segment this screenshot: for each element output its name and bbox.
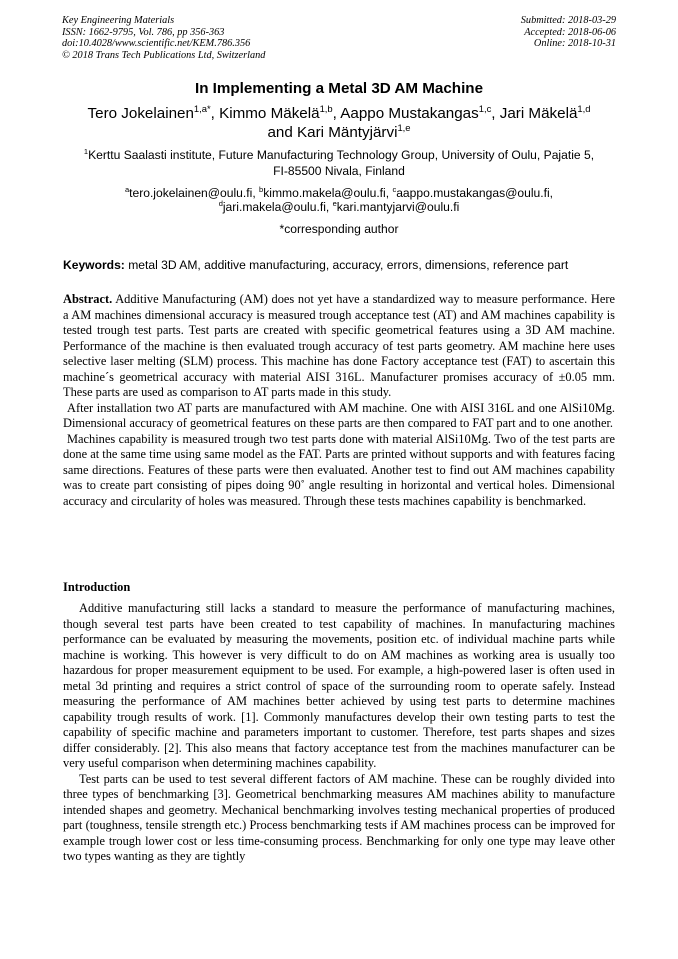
affiliation-mark: 1: [83, 146, 89, 156]
journal-name: Key Engineering Materials: [62, 15, 175, 26]
abstract-paragraph: After installation two AT parts are manufactured with AM machine. One with AISI 316L and one AlSi10Mg. Dimensional accuracy of geometrical features on these parts are then compared to FAT part and to one another.: [63, 400, 615, 430]
author-list: [40, 104, 638, 142]
accepted-date: Accepted: 2018-06-06: [524, 26, 616, 38]
author-affiliation-mark: 1,c: [478, 102, 492, 114]
introduction-paragraph: Additive manufacturing still lacks a standard to measure the performance of manufacturing machines, though several test parts have been created to test capability of machines. In manufacturing machines performance can be evaluated by measuring the movements, position etc. of individual machine parts while machine is working. This however is very difficult to do on AM machines as working area is usually too hazardous for proper measurement equipment to be used. For example, a high-powered laser is often used in metal 3d printing and requires a strict control of space of the surrounding room to operate safely. Instead measuring the performance of AM machines better achieved by using test parts to determine machines capability trough results of work. [1]. Commonly manufactures develop their own testing parts to test the capability of specific machine and parameters important to customer. Therefore, test parts shapes and sizes differ considerably. [2]. This also means that factory acceptance test from the machines manufacturer can be very useful comparison when determining machines capability.: [63, 601, 615, 770]
abstract: [63, 292, 615, 509]
journal-copyright: © 2018 Trans Tech Publications Ltd, Switzerland: [62, 49, 266, 61]
email-mark: e: [332, 198, 337, 208]
author-name: Kari Mäntyjärvi: [297, 124, 398, 141]
email-address: aappo.mustakangas@oulu.fi,: [396, 186, 554, 200]
email-mark: a: [124, 184, 130, 194]
keywords: [63, 258, 616, 272]
keywords-label: Keywords:: [63, 258, 125, 272]
abstract-paragraph: Machines capability is measured trough two test parts done with material AlSi10Mg. Two of the test parts are done at the same time using same model as the FAT. Parts are printed without supports and with features facing same directions. Features of these parts were then evaluated. Another test to find out AM machines capability was to create part consisting of pipes doing 90˚ angle resulting in horizontal and vertical holes. Dimensional accuracy and circularity of holes was measured. Through these tests machines capability is benchmarked.: [63, 431, 615, 508]
affiliation-line-2: FI-85500 Nivala, Finland: [273, 163, 405, 178]
section-heading-introduction: Introduction: [63, 580, 131, 594]
author-affiliation-mark: 1,d: [577, 102, 591, 114]
keywords-text: metal 3D AM, additive manufacturing, accuracy, errors, dimensions, reference part: [124, 258, 569, 272]
author-name: Jari Mäkelä: [499, 105, 578, 122]
email-address: tero.jokelainen@oulu.fi,: [129, 186, 260, 200]
author-affiliation-mark: 1,a*: [193, 102, 211, 114]
journal-issn: ISSN: 1662-9795, Vol. 786, pp 356-363: [62, 26, 225, 38]
online-date: Online: 2018-10-31: [533, 38, 616, 50]
author-name: Tero Jokelainen: [87, 105, 194, 122]
email-mark: b: [259, 184, 264, 194]
journal-doi: doi:10.4028/www.scientific.net/KEM.786.356: [62, 38, 251, 50]
email-mark: d: [218, 198, 223, 208]
submitted-date: Submitted: 2018-03-29: [520, 15, 616, 26]
author-affiliation-mark: 1,b: [319, 102, 333, 114]
introduction-body: [63, 601, 615, 865]
email-address: kimmo.makela@oulu.fi,: [263, 186, 393, 200]
affiliation-line-1: Kerttu Saalasti institute, Future Manufacturing Technology Group, University of Oulu, Pajatie 5,: [88, 148, 595, 162]
abstract-paragraph: [63, 292, 615, 401]
abstract-label: Abstract.: [63, 292, 113, 306]
author-name: Aappo Mustakangas: [340, 105, 479, 122]
corresponding-author-note: *corresponding author: [279, 222, 399, 236]
author-separator: ,: [332, 105, 341, 122]
paper-title: In Implementing a Metal 3D AM Machine: [194, 80, 484, 97]
author-separator: ,: [210, 105, 220, 122]
email-address: kari.mantyjarvi@oulu.fi: [336, 200, 460, 214]
author-affiliation-mark: 1,e: [397, 121, 411, 133]
introduction-paragraph: Test parts can be used to test several different factors of AM machine. These can be roughly divided into three types of benchmarking [3]. Geometrical benchmarking measures AM machines ability to manufacture intended shapes and geometry. Mechanical benchmarking involves testing mechanical properties of produced part (toughness, tensile strength etc.) Process benchmarking tests if AM machines process can be improved for example trough lower cost or less time-consuming process. Benchmarking for only one type may leave other two types wanting as they are tightly: [63, 771, 615, 863]
author-name: Kimmo Mäkelä: [219, 105, 320, 122]
author-separator: and: [267, 124, 298, 141]
affiliation: [50, 148, 628, 179]
email-address: jari.makela@oulu.fi,: [222, 200, 333, 214]
author-separator: ,: [491, 105, 500, 122]
submission-dates: [521, 15, 616, 50]
email-mark: c: [392, 184, 397, 194]
journal-info: [62, 15, 265, 61]
abstract-text: Additive Manufacturing (AM) does not yet have a standardized way to measure performance. Here a AM machines dimensional accuracy is measured trough acceptance test (AT) and AM machines capability is tested trough test parts. Test parts are created with specific geometrical features using a 3D AM machine. Performance of the machine is then evaluated trough accuracy of test parts geometry. AM machine here uses selective laser melting (SLM) process. This machine has done Factory acceptance test (FAT) to ascertain this machine´s geometrical accuracy with material AISI 316L. Manufacturer promises accuracy of ±0.05 mm. These parts are used as comparison to AT parts made in this study.: [63, 292, 615, 399]
author-emails: [50, 186, 628, 214]
